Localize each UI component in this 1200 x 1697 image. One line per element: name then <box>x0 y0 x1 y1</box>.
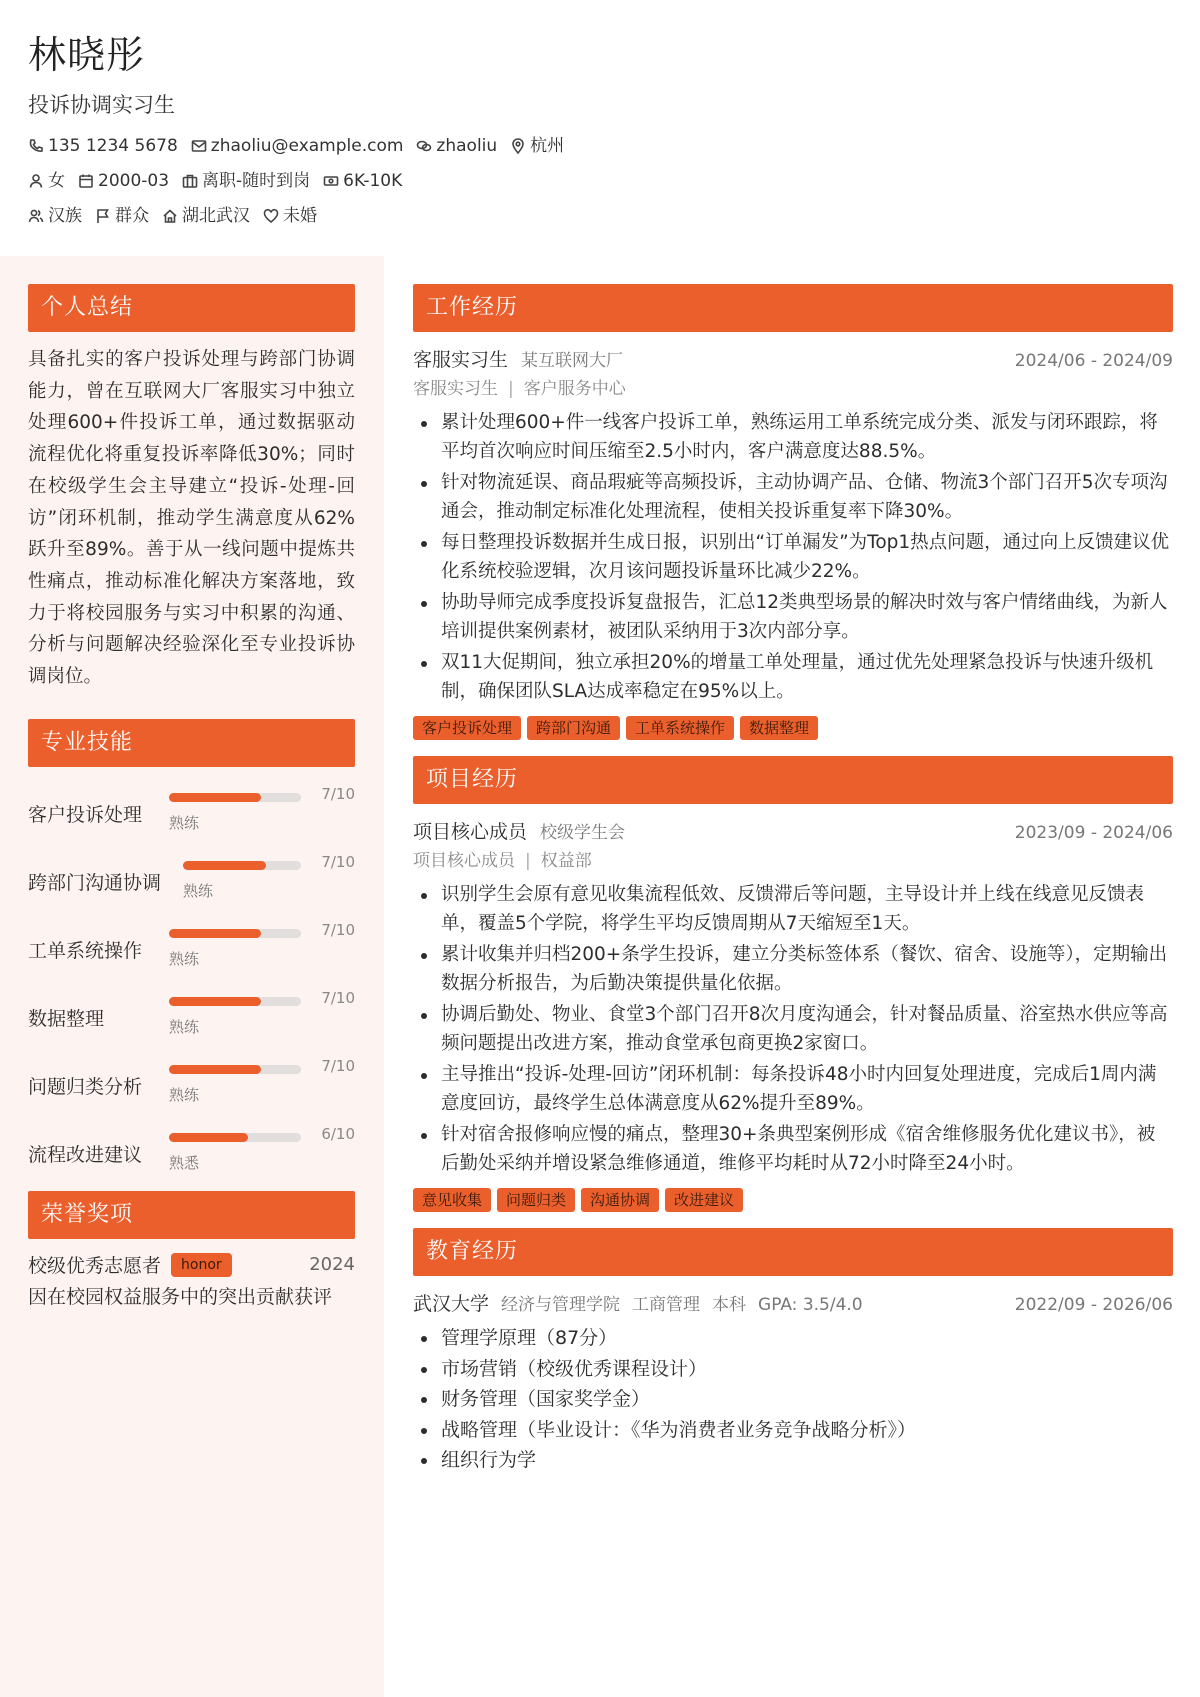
salary-item <box>323 169 402 193</box>
ethnicity-item <box>28 204 82 228</box>
list-item: 累计处理600+件一线客户投诉工单，熟练运用工单系统完成分类、派发与闭环跟踪，将平均首次响应时间压缩至2.5小时内，客户满意度达88.5%。 <box>413 408 1173 466</box>
project-sub-separator: | <box>525 851 531 871</box>
list-item: 针对宿舍报修响应慢的痛点，整理30+条典型案例形成《宿舍维修服务优化建议书》，被后勤处采纳并增设紧急维修通道，维修平均耗时从72小时降至24小时。 <box>413 1120 1173 1178</box>
left-column <box>28 284 355 1311</box>
list-item: 协调后勤处、物业、食堂3个部门召开8次月度沟通会，针对餐品质量、浴室热水供应等高频问题提出改进方案，推动食堂承包商更换2家窗口。 <box>413 1000 1173 1058</box>
skill-fill <box>169 793 261 802</box>
list-item: 针对物流延误、商品瑕疵等高频投诉，主动协调产品、仓储、物流3个部门召开5次专项沟通会，推动制定标准化处理流程，使相关投诉重复率下降30%。 <box>413 468 1173 526</box>
heart-icon <box>263 208 279 224</box>
skills-heading: 专业技能 <box>28 719 355 767</box>
project-title-line <box>413 817 1173 845</box>
personal-row <box>28 169 1168 193</box>
work-title-line <box>413 345 1173 373</box>
salary-text: 6K-10K <box>343 171 403 191</box>
skill-tag: 意见收集 <box>413 1188 491 1212</box>
skill-bar <box>169 997 301 1006</box>
project-sub-department: 权益部 <box>540 851 592 871</box>
skill-name: 问题归类分析 <box>28 1075 143 1098</box>
work-company: 某互联网大厂 <box>521 351 624 371</box>
list-item: 市场营销（校级优秀课程设计） <box>413 1354 1173 1385</box>
wechat-item <box>416 134 497 158</box>
summary-text: 具备扎实的客户投诉处理与跨部门协调能力，曾在互联网大厂客服实习中独立处理600+件投诉工单，通过数据驱动流程优化将重复投诉率降低30%；同时在校级学生会主导建立“投诉-处理-回访”闭环机制，推动学生满意度从62%跃升至89%。善于从一线问题中提炼共性痛点，推动标准化解决方案落地，致力于将校园服务与实习中积累的沟通、分析与问题解决经验深化至专业投诉协调岗位。 <box>28 349 355 688</box>
work-tags <box>413 716 1173 740</box>
skill-bar <box>183 861 301 870</box>
resume-header <box>28 30 1168 228</box>
skill-level: 熟练 <box>169 813 200 832</box>
project-bullets <box>413 880 1173 1178</box>
flag-icon <box>95 208 111 224</box>
skill-name: 客户投诉处理 <box>28 803 143 826</box>
skill-level: 熟练 <box>169 1017 200 1036</box>
list-item: 组织行为学 <box>413 1445 1173 1476</box>
college-name: 经济与管理学院 <box>501 1295 621 1315</box>
phone-icon <box>28 138 44 154</box>
hometown-text: 湖北武汉 <box>182 206 250 226</box>
course-list <box>413 1323 1173 1476</box>
work-date: 2024/06 - 2024/09 <box>1014 351 1173 371</box>
wechat-text: zhaoliu <box>436 136 498 156</box>
marital-text: 未婚 <box>283 206 317 226</box>
skill-score: 7/10 <box>321 852 355 871</box>
work-sub-role: 客服实习生 <box>413 379 498 399</box>
work-sub-department: 客户服务中心 <box>523 379 626 399</box>
status-item <box>182 169 310 193</box>
money-icon <box>323 173 339 189</box>
birth-text: 2000-03 <box>98 171 170 191</box>
phone-text: 135 1234 5678 <box>48 136 178 156</box>
summary-heading: 个人总结 <box>28 284 355 332</box>
project-subline <box>413 848 1173 874</box>
email-item <box>191 134 404 158</box>
users-icon <box>28 208 44 224</box>
award-name: 校级优秀志愿者 <box>28 1255 162 1278</box>
skill-item <box>28 985 355 1053</box>
skill-fill <box>169 929 261 938</box>
list-item: 识别学生会原有意见收集流程低效、反馈滞后等问题，主导设计并上线在线意见反馈表单，覆盖5个学院，将学生平均反馈周期从7天缩短至1天。 <box>413 880 1173 938</box>
award-line <box>28 1251 355 1279</box>
gpa-text: GPA: 3.5/4.0 <box>758 1295 863 1315</box>
list-item: 累计收集并归档200+条学生投诉，建立分类标签体系（餐饮、宿舍、设施等），定期输出数据分析报告，为后勤决策提供量化依据。 <box>413 940 1173 998</box>
skill-name: 跨部门沟通协调 <box>28 871 162 894</box>
awards-heading: 荣誉奖项 <box>28 1191 355 1239</box>
skill-bar <box>169 929 301 938</box>
project-role: 项目核心成员 <box>413 821 528 843</box>
skill-level: 熟练 <box>169 949 200 968</box>
wechat-icon <box>416 138 432 154</box>
skill-level: 熟练 <box>169 1085 200 1104</box>
work-role: 客服实习生 <box>413 349 509 371</box>
phone-item <box>28 134 178 158</box>
skill-bar <box>169 793 301 802</box>
gender-item <box>28 169 65 193</box>
skill-fill <box>169 1065 261 1074</box>
award-item <box>28 1251 355 1311</box>
skill-score: 7/10 <box>321 988 355 1007</box>
skill-item <box>28 849 355 917</box>
degree-name: 本科 <box>712 1295 747 1315</box>
skill-tag: 跨部门沟通 <box>527 716 620 740</box>
project-org: 校级学生会 <box>540 823 626 843</box>
skill-fill <box>183 861 266 870</box>
skill-item <box>28 1121 355 1189</box>
status-text: 离职-随时到岗 <box>202 171 311 191</box>
ethnicity-text: 汉族 <box>48 206 82 226</box>
skill-tag: 数据整理 <box>740 716 818 740</box>
mail-icon <box>191 138 207 154</box>
skill-tag: 沟通协调 <box>581 1188 659 1212</box>
list-item: 每日整理投诉数据并生成日报，识别出“订单漏发”为Top1热点问题，通过向上反馈建议优化系统校验逻辑，次月该问题投诉量环比减少22%。 <box>413 528 1173 586</box>
marital-item <box>263 204 317 228</box>
skill-tag: 改进建议 <box>665 1188 743 1212</box>
work-heading: 工作经历 <box>413 284 1173 332</box>
skill-score: 7/10 <box>321 784 355 803</box>
skill-bar <box>169 1065 301 1074</box>
skill-tag: 工单系统操作 <box>626 716 734 740</box>
list-item: 战略管理（毕业设计：《华为消费者业务竞争战略分析》） <box>413 1415 1173 1446</box>
list-item: 协助导师完成季度投诉复盘报告，汇总12类典型场景的解决时效与客户情绪曲线，为新人培训提供案例素材，被团队采纳用于3次内部分享。 <box>413 588 1173 646</box>
email-text: zhaoliu@example.com <box>210 136 404 156</box>
award-year: 2024 <box>309 1254 355 1276</box>
project-heading: 项目经历 <box>413 756 1173 804</box>
skill-item <box>28 781 355 849</box>
user-icon <box>28 173 44 189</box>
project-sub-role: 项目核心成员 <box>413 851 515 871</box>
skill-tag: 问题归类 <box>497 1188 575 1212</box>
skill-name: 数据整理 <box>28 1007 105 1030</box>
contact-row <box>28 134 1168 158</box>
skill-score: 6/10 <box>321 1124 355 1143</box>
list-item: 主导推出“投诉-处理-回访”闭环机制：每条投诉48小时内回复处理进度，完成后1周内满意度回访，最终学生总体满意度从62%提升至89%。 <box>413 1060 1173 1118</box>
home-icon <box>162 208 178 224</box>
award-description: 因在校园权益服务中的突出贡献获评 <box>28 1285 333 1308</box>
list-item: 管理学原理（87分） <box>413 1323 1173 1354</box>
work-sub-separator: | <box>508 379 514 399</box>
school-name: 武汉大学 <box>413 1293 490 1315</box>
city-text: 杭州 <box>530 136 565 156</box>
skill-name: 工单系统操作 <box>28 939 143 962</box>
skills-list <box>28 781 355 1189</box>
education-date: 2022/09 - 2026/06 <box>1014 1295 1173 1315</box>
politics-item <box>95 204 149 228</box>
award-badge: honor <box>171 1253 232 1277</box>
skill-name: 流程改进建议 <box>28 1143 143 1166</box>
major-name: 工商管理 <box>632 1295 701 1315</box>
skill-level: 熟悉 <box>169 1153 200 1172</box>
project-tags <box>413 1188 1173 1212</box>
job-title: 投诉协调实习生 <box>28 93 175 117</box>
skill-tag: 客户投诉处理 <box>413 716 521 740</box>
briefcase-icon <box>182 173 198 189</box>
list-item: 双11大促期间，独立承担20%的增量工单处理量，通过优先处理紧急投诉与快速升级机制，确保团队SLA达成率稳定在95%以上。 <box>413 648 1173 706</box>
calendar-icon <box>78 173 94 189</box>
skill-score: 7/10 <box>321 920 355 939</box>
project-date: 2023/09 - 2024/06 <box>1014 823 1173 843</box>
candidate-name: 林晓彤 <box>28 33 146 77</box>
politics-text: 群众 <box>115 206 149 226</box>
list-item: 财务管理（国家奖学金） <box>413 1384 1173 1415</box>
location-pin-icon <box>510 138 526 154</box>
work-bullets <box>413 408 1173 706</box>
education-title-line <box>413 1289 1173 1317</box>
skill-score: 7/10 <box>321 1056 355 1075</box>
skill-bar <box>169 1133 301 1142</box>
gender-text: 女 <box>48 171 65 191</box>
skill-fill <box>169 997 261 1006</box>
birth-item <box>78 169 169 193</box>
hometown-item <box>162 204 250 228</box>
work-subline <box>413 376 1173 402</box>
background-row <box>28 204 1168 228</box>
skill-fill <box>169 1133 248 1142</box>
right-column <box>413 284 1173 1476</box>
skill-item <box>28 1053 355 1121</box>
skill-level: 熟练 <box>183 881 214 900</box>
skill-item <box>28 917 355 985</box>
education-heading: 教育经历 <box>413 1228 1173 1276</box>
city-item <box>510 134 564 158</box>
